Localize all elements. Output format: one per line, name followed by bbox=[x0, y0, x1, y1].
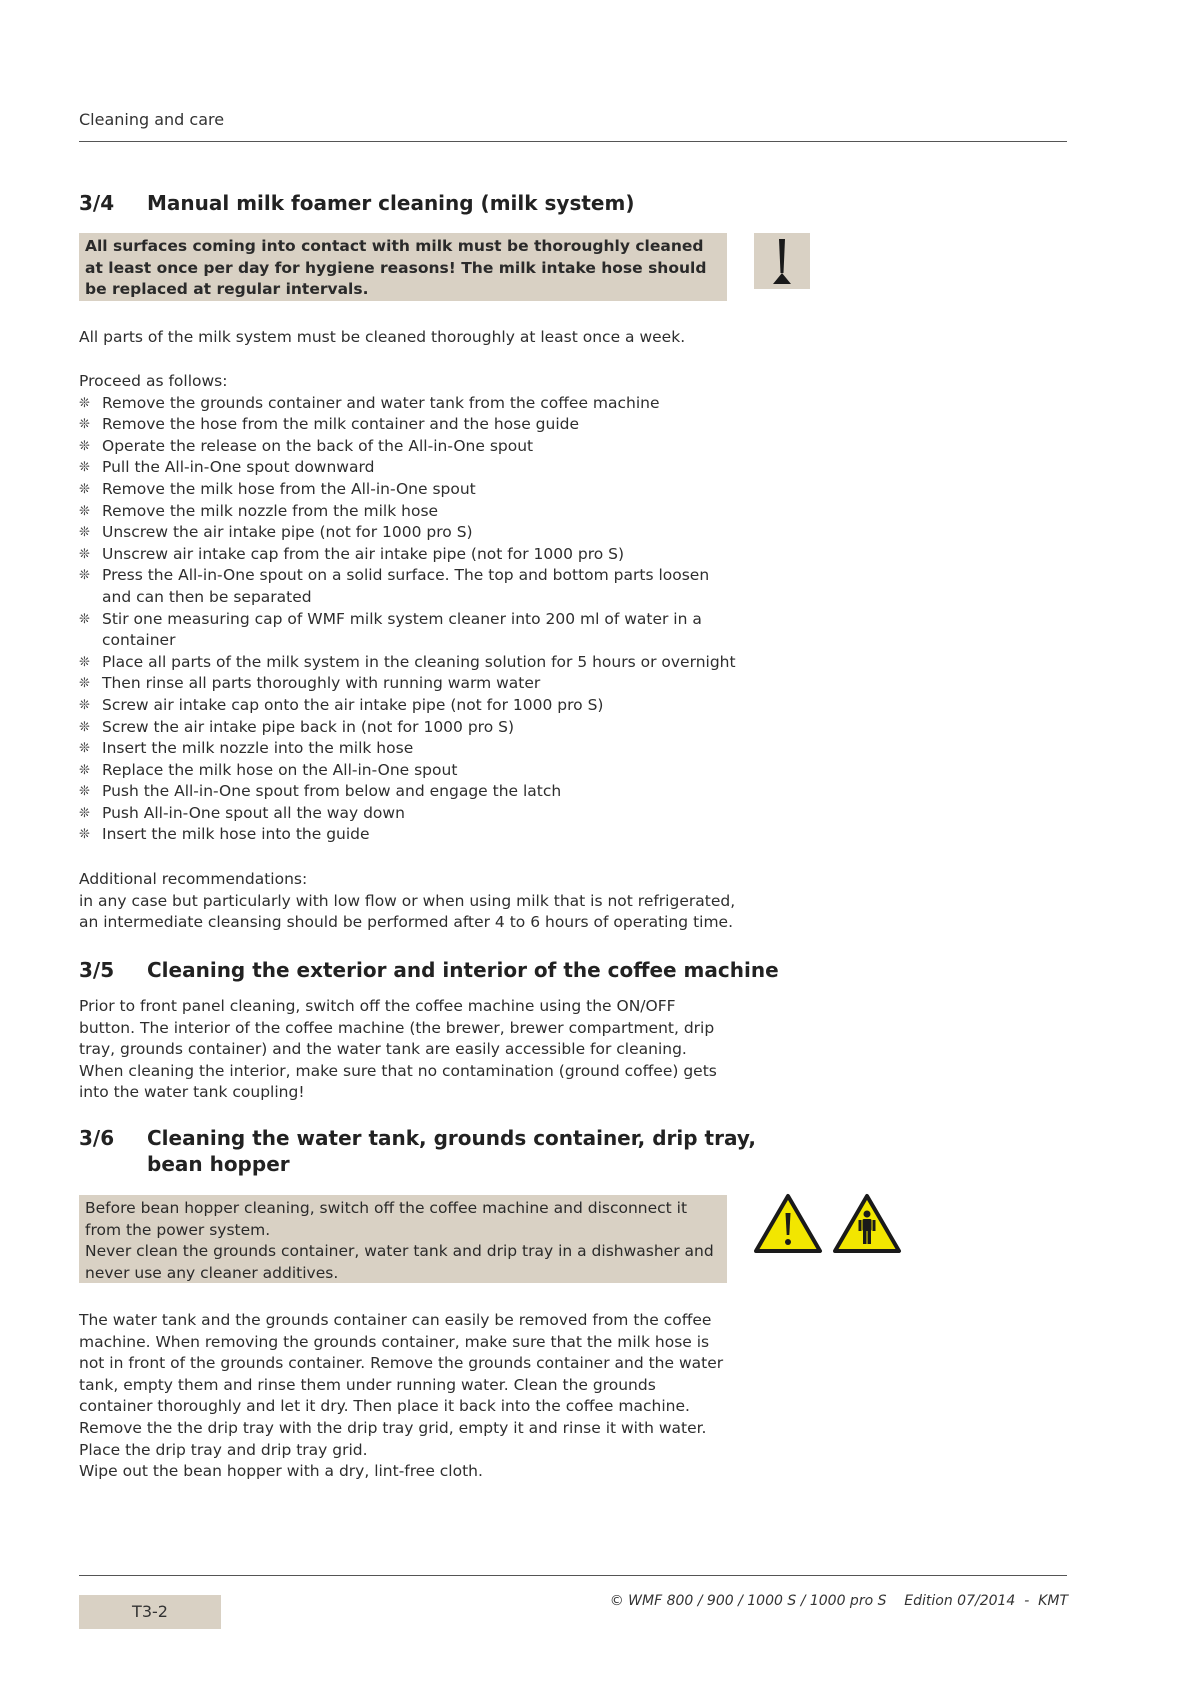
list-item: ❊ Remove the milk hose from the All-in-One spout bbox=[79, 479, 739, 501]
list-item: ❊ Operate the release on the back of the All-in-One spout bbox=[79, 436, 739, 458]
steps-block bbox=[79, 371, 739, 846]
list-item: ❊ Pull the All-in-One spout downward bbox=[79, 457, 739, 479]
list-item: ❊ Remove the hose from the milk container and the hose guide bbox=[79, 414, 739, 436]
list-item: ❊ Unscrew the air intake pipe (not for 1000 pro S) bbox=[79, 522, 739, 544]
notice-line: Before bean hopper cleaning, switch off the coffee machine and disconnect it from the power system. bbox=[85, 1199, 688, 1239]
additional-recommendations bbox=[79, 869, 739, 934]
section-title-line: bean hopper bbox=[147, 1152, 290, 1176]
footer-rule bbox=[79, 1575, 1067, 1576]
hygiene-notice: All surfaces coming into contact with milk must be thoroughly cleaned at least once per day for hygiene reasons! The milk intake hose should be replaced at regular intervals. bbox=[79, 233, 727, 301]
list-item: ❊ Push the All-in-One spout from below and engage the latch bbox=[79, 781, 739, 803]
edition-info: © WMF 800 / 900 / 1000 S / 1000 pro S Edition 07/2014 - KMT bbox=[609, 1593, 1068, 1609]
list-item: ❊ Remove the grounds container and water tank from the coffee machine bbox=[79, 393, 739, 415]
list-item: ❊ Insert the milk hose into the guide bbox=[79, 824, 739, 846]
drip-tray-text: Remove the the drip tray with the drip tray grid, empty it and rinse it with water. Place the drip tray and drip tray grid. bbox=[79, 1419, 707, 1459]
section-title-line: Cleaning the water tank, grounds container, drip tray, bbox=[147, 1126, 756, 1150]
list-item: ❊ Place all parts of the milk system in the cleaning solution for 5 hours or overnight bbox=[79, 652, 739, 674]
running-header: Cleaning and care bbox=[79, 110, 225, 129]
list-item: ❊ Press the All-in-One spout on a solid surface. The top and bottom parts loosen and can then be separated bbox=[79, 565, 739, 608]
section-heading-3-6 bbox=[79, 1125, 756, 1177]
list-item: ❊ Insert the milk nozzle into the milk hose bbox=[79, 738, 739, 760]
person-warning-icon bbox=[832, 1193, 902, 1259]
list-item: ❊ Screw air intake cap onto the air intake pipe (not for 1000 pro S) bbox=[79, 695, 739, 717]
list-item: ❊ Unscrew air intake cap from the air intake pipe (not for 1000 pro S) bbox=[79, 544, 739, 566]
additional-heading: Additional recommendations: bbox=[79, 870, 308, 888]
steps-heading: Proceed as follows: bbox=[79, 372, 228, 390]
list-item: ❊ Stir one measuring cap of WMF milk system cleaner into 200 ml of water in a container bbox=[79, 609, 739, 652]
notice-line: Never clean the grounds container, water tank and drip tray in a dishwasher and never use any cleaner additives. bbox=[85, 1242, 714, 1282]
header-rule bbox=[79, 141, 1067, 142]
list-item: ❊ Replace the milk hose on the All-in-One spout bbox=[79, 760, 739, 782]
additional-text: in any case but particularly with low flow or when using milk that is not refrigerated, an intermediate cleansing should be performed after 4 to 6 hours of operating time. bbox=[79, 891, 736, 932]
steps-list bbox=[79, 393, 739, 846]
section-title: Cleaning the exterior and interior of the coffee machine bbox=[147, 958, 779, 982]
list-item: ❊ Screw the air intake pipe back in (not for 1000 pro S) bbox=[79, 717, 739, 739]
section-title: Manual milk foamer cleaning (milk system) bbox=[147, 191, 635, 215]
page-number: T3-2 bbox=[79, 1595, 221, 1629]
exterior-cleaning-text: Prior to front panel cleaning, switch off the coffee machine using the ON/OFF button. The interior of the coffee machine (the brewer, brewer compartment, drip tray, grounds container) and the water tank are easily accessible for cleaning. When cleaning the interior, make sure that no contamination (ground coffee) gets into the water tank coupling! bbox=[79, 997, 717, 1102]
intro-text: All parts of the milk system must be cleaned thoroughly at least once a week. bbox=[79, 328, 686, 346]
list-item: ❊ Remove the milk nozzle from the milk hose bbox=[79, 501, 739, 523]
safety-notice bbox=[79, 1195, 727, 1283]
section-number: 3/6 bbox=[79, 1126, 115, 1150]
section-heading-3-4 bbox=[79, 190, 634, 216]
list-item: ❊ Then rinse all parts thoroughly with running warm water bbox=[79, 673, 739, 695]
warning-triangle-icon bbox=[753, 1193, 823, 1259]
section-number: 3/5 bbox=[79, 958, 115, 982]
exclamation-icon bbox=[754, 233, 810, 293]
tank-cleaning-text: The water tank and the grounds container can easily be removed from the coffee machine. When removing the grounds container, make sure that the milk hose is not in front of the grounds container. Remove the grounds container and the water tank, empty them and rinse them under running water. Clean the grounds container thoroughly and let it dry. Then place it back into the coffee machine. bbox=[79, 1311, 724, 1416]
bean-hopper-text: Wipe out the bean hopper with a dry, lint-free cloth. bbox=[79, 1462, 483, 1480]
section-heading-3-5 bbox=[79, 957, 779, 983]
list-item: ❊ Push All-in-One spout all the way down bbox=[79, 803, 739, 825]
section-number: 3/4 bbox=[79, 191, 115, 215]
section-title bbox=[147, 1125, 756, 1177]
